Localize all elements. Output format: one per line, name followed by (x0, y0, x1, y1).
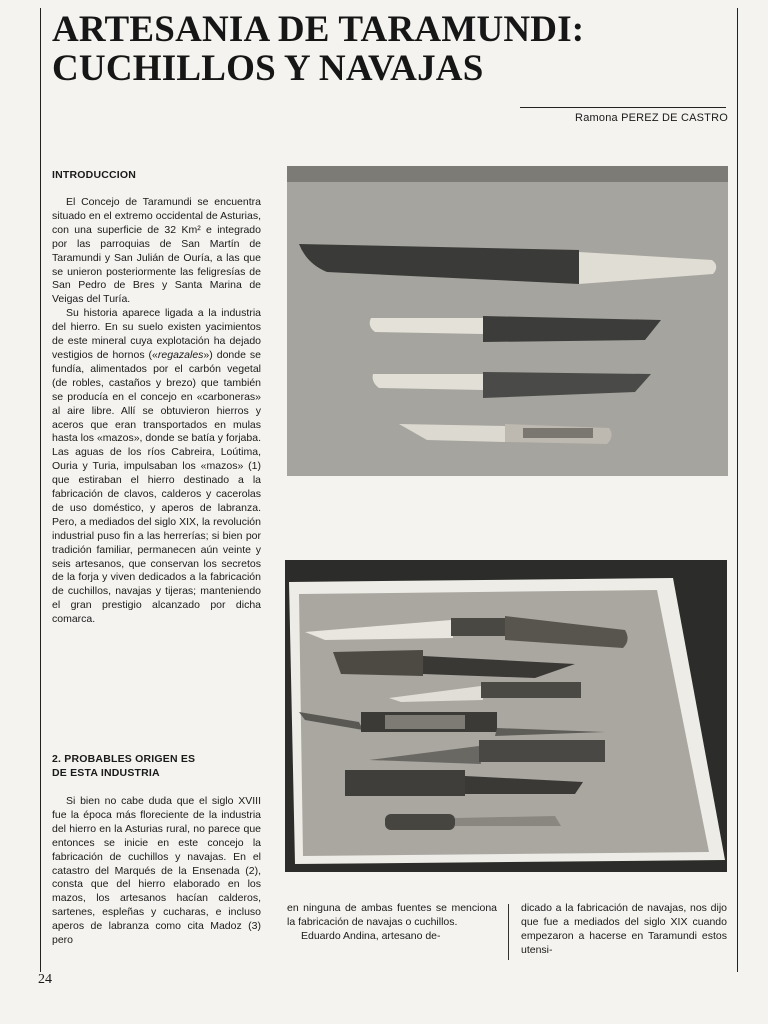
column-divider (508, 904, 509, 960)
column-2 (287, 902, 497, 944)
column-3 (521, 902, 727, 958)
title-line-1: ARTESANIA DE TARAMUNDI: (52, 9, 585, 50)
left-margin-rule (40, 8, 41, 972)
author-name: Ramona PEREZ DE CASTRO (575, 112, 728, 124)
photo-navajas-tray (285, 560, 727, 872)
right-margin-rule (737, 8, 738, 972)
intro-paragraph-1: El Concejo de Taramundi se encuentra situado en el extremo occidental de Asturias, con una superficie de 32 Km² e integrado por las parroquias de San Martín de Taramundi y San Julián de Ouría, a las que se unieron posteriormente las feligresías de San Pedro de Bres y Santa Marina de Veigas del Turía. (52, 196, 261, 306)
origin-heading (52, 752, 261, 780)
origin-heading-line-1: 2. PROBABLES ORIGEN ES (52, 753, 196, 765)
author-rule (520, 107, 726, 108)
col3-paragraph: dicado a la fabricación de navajas, nos dijo que fue a mediados del siglo XIX cuando empezaron a hacerse en Taramundi estos utensi- (521, 902, 727, 956)
origin-heading-line-2: DE ESTA INDUSTRIA (52, 767, 160, 779)
col2-paragraph: en ninguna de ambas fuentes se menciona la fabricación de navajas o cuchillos. (287, 902, 497, 928)
intro-p2-italic: regazales (157, 348, 204, 361)
photo-knives (287, 166, 728, 476)
intro-paragraph-2 (52, 307, 261, 627)
col2-paragraph-2: Eduardo Andina, artesano de- (301, 929, 441, 942)
origin-paragraph: Si bien no cabe duda que el siglo XVIII fue la época más floreciente de la industria del hierro en la Asturias rural, no parece que entonces se inicie en este concejo la fabricación de cuchillos y navajas. En el catastro del Marqués de la Ensenada (2), consta que del hierro elaborado en los mazos, los artesanos hacían calderos, sartenes, espleñas y cucharas, e incluso aperos de labranza como cita Madoz (3) pero (52, 795, 261, 947)
article-title (52, 10, 732, 88)
intro-body (52, 196, 261, 627)
intro-p2-text-b: ») donde se fundía, alimentados por el carbón vegetal (de robles, castaños y brezo) que también se producía en el concejo en «carboneras» al aire libre. Allí se obtuvieron hierros y aceros que eran transportados en mulas hasta los «mazos», donde se batía y forjaba. Las aguas de los ríos Cabreira, Loútima, Ouria y Turia, impulsaban los «mazos» (1) que estiraban el hierro destinado a la fabricación de clavos, calderos y cacerolas de uso doméstico, y aperos de labranza. Pero, a mediados del siglo XIX, la revolución industrial puso fin a las herrerías; si bien por tradición familiar, permanecen aún veinte y seis artesanos, que conservan los secretos de la forja y viven dedicados a la fabricación de cuchillos, navajas y tijeras; manteniendo el gran prestigio alcanzado por dicha comarca. (52, 348, 261, 626)
intro-heading: INTRODUCCION (52, 169, 137, 181)
intro-p2-text-a: Su historia aparece ligada a la industria del hierro. En su suelo existen yacimientos de este mineral cuya explotación ha dejado vestigios de hornos (« (52, 307, 261, 361)
title-line-2: CUCHILLOS Y NAVAJAS (52, 48, 484, 89)
page-number: 24 (38, 972, 52, 987)
